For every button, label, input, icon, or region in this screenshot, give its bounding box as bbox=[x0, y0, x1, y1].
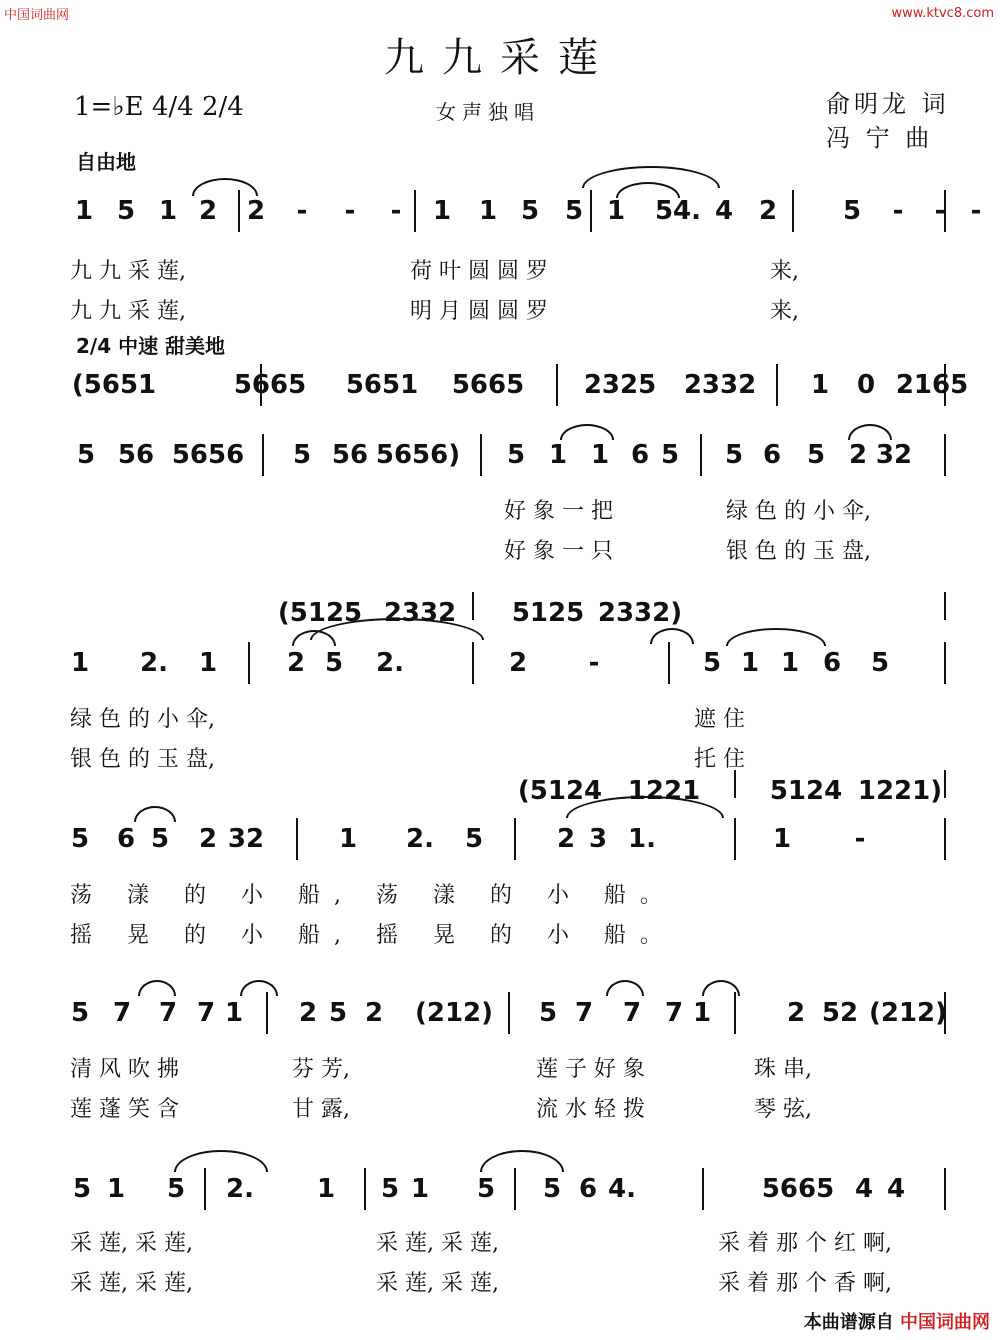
bar-line bbox=[944, 592, 946, 620]
bar-line bbox=[776, 364, 778, 406]
bar-line bbox=[262, 434, 264, 476]
lyric: 绿 色 的 小 伞, bbox=[70, 707, 215, 732]
lyric: 明 月 圆 圆 罗 bbox=[410, 299, 548, 324]
lyric-row-12 bbox=[70, 1266, 944, 1296]
lyric-row-6 bbox=[70, 742, 944, 772]
tempo-marking-1: 自由地 bbox=[76, 150, 136, 174]
bar-line bbox=[514, 1168, 516, 1210]
bar-line bbox=[514, 818, 516, 860]
slur bbox=[702, 980, 740, 996]
bar-line bbox=[238, 190, 240, 232]
lyric-row-3 bbox=[70, 494, 944, 524]
footer-prefix: 本曲谱源自 bbox=[803, 1312, 894, 1333]
watermark-left: 中国词曲网 bbox=[4, 8, 70, 23]
slur bbox=[560, 424, 614, 440]
staff-line-5: 5 6 5 2 32 1 2. 5 2 3 1. 1 - bbox=[70, 824, 944, 874]
bar-line bbox=[734, 992, 736, 1034]
lyric-row-4 bbox=[70, 534, 944, 564]
slur bbox=[848, 424, 892, 440]
bar-line bbox=[480, 434, 482, 476]
lyric: 采 着 那 个 红 啊, bbox=[718, 1231, 892, 1256]
lyric: 来, bbox=[770, 259, 799, 284]
lyric: 莲 蓬 笑 含 bbox=[70, 1097, 179, 1122]
lyric: 清 风 吹 拂 bbox=[70, 1057, 179, 1082]
lyric: 遮 住 bbox=[694, 707, 745, 732]
lyric: 珠 串, bbox=[754, 1057, 812, 1082]
bar-line bbox=[944, 770, 946, 798]
lyric-row-9 bbox=[70, 1052, 944, 1082]
lyric: 好 象 一 把 bbox=[504, 499, 613, 524]
bar-line bbox=[944, 642, 946, 684]
lyric: 银 色 的 玉 盘, bbox=[726, 539, 871, 564]
lyric: 九 九 采 莲, bbox=[70, 259, 186, 284]
lyric-row-5 bbox=[70, 702, 944, 732]
bar-line bbox=[944, 818, 946, 860]
lyric: 流 水 轻 拨 bbox=[536, 1097, 645, 1122]
key-signature: 1=♭E 4/4 2/4 bbox=[74, 92, 244, 122]
staff-line-5-upper: (5124 1221 5124 1221) bbox=[70, 776, 944, 826]
bar-line bbox=[204, 1168, 206, 1210]
bar-line bbox=[296, 818, 298, 860]
lyric: 银 色 的 玉 盘, bbox=[70, 747, 215, 772]
lyric-row-8 bbox=[70, 918, 944, 948]
bar-line bbox=[472, 642, 474, 684]
lyric: 芬 芳, bbox=[292, 1057, 350, 1082]
bar-line bbox=[944, 992, 946, 1034]
lyric-row-11 bbox=[70, 1226, 944, 1256]
staff-line-7: 5 1 5 2. 1 5 1 5 5 6 4. 5665 4 4 bbox=[70, 1174, 944, 1224]
bar-line bbox=[260, 364, 262, 406]
source-footer bbox=[804, 1308, 990, 1334]
lyric: 荷 叶 圆 圆 罗 bbox=[410, 259, 548, 284]
bar-line bbox=[556, 364, 558, 406]
lyric: 托 住 bbox=[694, 747, 745, 772]
footer-site: 中国词曲网 bbox=[900, 1312, 990, 1333]
lyric: 绿 色 的 小 伞, bbox=[726, 499, 871, 524]
staff-line-4-upper: (5125 2332 5125 2332) bbox=[70, 598, 944, 648]
bar-line bbox=[944, 364, 946, 406]
lyric: 甘 露, bbox=[292, 1097, 350, 1122]
bar-line bbox=[944, 434, 946, 476]
bar-line bbox=[734, 770, 736, 798]
lyric: 采 莲, 采 莲, bbox=[376, 1271, 499, 1296]
composer-credit: 冯 宁 曲 bbox=[826, 124, 934, 152]
lyric: 琴 弦, bbox=[754, 1097, 812, 1122]
watermark-right: www.ktvc8.com bbox=[891, 6, 994, 21]
slur bbox=[606, 980, 644, 996]
lyric: 采 莲, 采 莲, bbox=[70, 1271, 193, 1296]
bar-line bbox=[700, 434, 702, 476]
lyric: 莲 子 好 象 bbox=[536, 1057, 645, 1082]
lyric-row-10 bbox=[70, 1092, 944, 1122]
staff-line-1: 1 5 1 2 2 - - - 1 1 5 5 1 54. 4 2 5 - - - bbox=[70, 196, 944, 246]
bar-line bbox=[248, 642, 250, 684]
lyricist-credit: 俞明龙 词 bbox=[826, 90, 950, 118]
bar-line bbox=[734, 818, 736, 860]
lyric-row-7 bbox=[70, 878, 944, 908]
lyric-row-1 bbox=[70, 254, 944, 284]
bar-line bbox=[944, 1168, 946, 1210]
slur bbox=[174, 1150, 268, 1172]
bar-line bbox=[944, 190, 946, 232]
bar-line bbox=[364, 1168, 366, 1210]
slur bbox=[240, 980, 278, 996]
bar-line bbox=[508, 992, 510, 1034]
staff-line-3: 5 56 5656 5 56 5656) 5 1 1 6 5 5 6 5 2 32 bbox=[70, 440, 944, 490]
staff-line-4: 1 2. 1 2 5 2. 2 - 5 1 1 6 5 bbox=[70, 648, 944, 698]
slur bbox=[192, 178, 258, 196]
bar-line bbox=[668, 642, 670, 684]
lyric: 采 莲, 采 莲, bbox=[70, 1231, 193, 1256]
performance-type: 女声独唱 bbox=[436, 100, 540, 124]
bar-line bbox=[472, 592, 474, 620]
lyric: 九 九 采 莲, bbox=[70, 299, 186, 324]
slur bbox=[480, 1150, 564, 1172]
lyric-row-2 bbox=[70, 294, 944, 324]
tempo-marking-2: 2/4 中速 甜美地 bbox=[76, 334, 226, 358]
staff-line-6: 5 7 7 7 1 2 5 2 (212) 5 7 7 7 1 2 52 (212) bbox=[70, 998, 944, 1048]
bar-line bbox=[414, 190, 416, 232]
staff-line-2: (5651 5665 5651 5665 2325 2332 1 0 2165 bbox=[70, 370, 944, 420]
bar-line bbox=[792, 190, 794, 232]
bar-line bbox=[266, 992, 268, 1034]
lyric: 摇 晃 的 小 船, 摇 晃 的 小 船。 bbox=[70, 923, 676, 948]
slur bbox=[138, 980, 176, 996]
bar-line bbox=[702, 1168, 704, 1210]
lyric: 来, bbox=[770, 299, 799, 324]
lyric: 采 着 那 个 香 啊, bbox=[718, 1271, 892, 1296]
song-title: 九九采莲 bbox=[384, 35, 616, 81]
lyric: 好 象 一 只 bbox=[504, 539, 613, 564]
bar-line bbox=[590, 190, 592, 232]
lyric: 荡 漾 的 小 船, 荡 漾 的 小 船。 bbox=[70, 883, 676, 908]
lyric: 采 莲, 采 莲, bbox=[376, 1231, 499, 1256]
